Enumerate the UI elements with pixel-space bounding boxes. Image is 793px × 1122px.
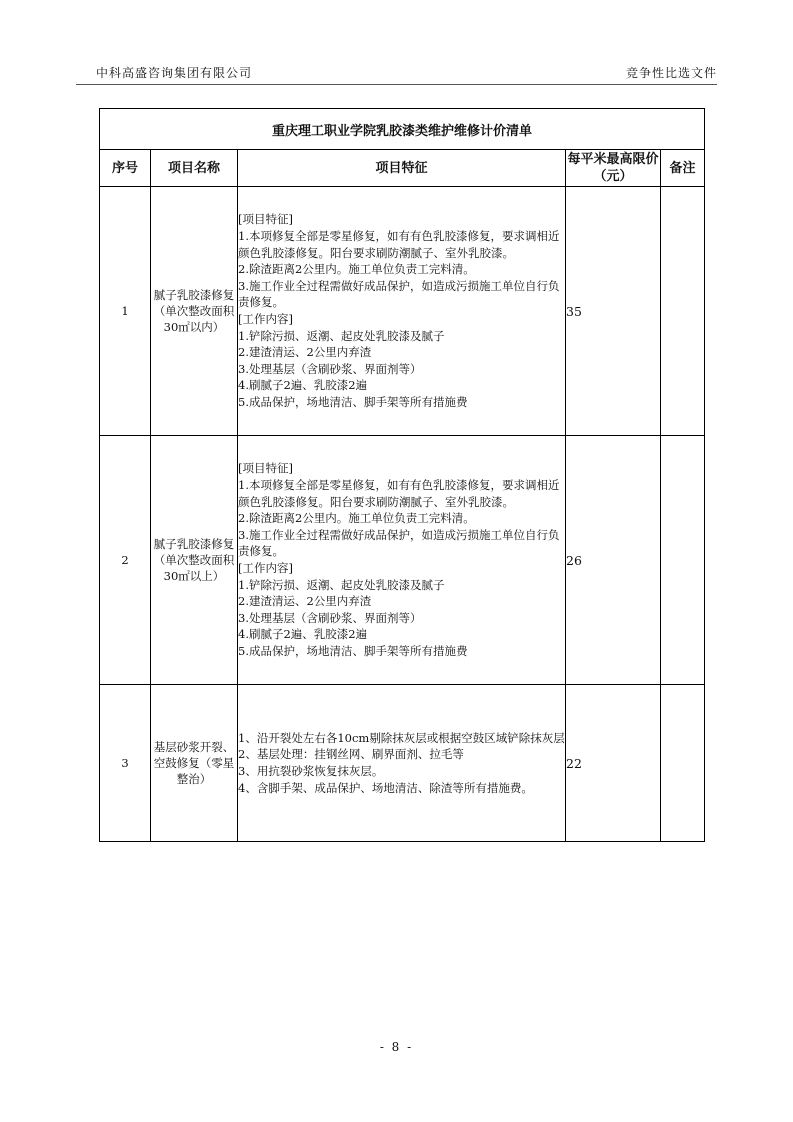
feature-line: 5.成品保护，场地清洁、脚手架等所有措施费 <box>238 394 468 409</box>
row-number: 2 <box>100 436 151 685</box>
col-header-price: 每平米最高限价（元） <box>566 150 661 187</box>
feature-line: 2.建渣清运、2公里内弃渣 <box>238 594 372 609</box>
feature-line: 2.除渣距离2公里内。施工单位负责工完料清。 <box>238 511 475 526</box>
feature-line: 4.刷腻子2遍、乳胶漆2遍 <box>238 627 368 642</box>
feature-line: 3.处理基层（含刷砂浆、界面剂等） <box>238 361 422 376</box>
feature-line: [项目特征] <box>238 461 293 476</box>
feature-line: 3.处理基层（含刷砂浆、界面剂等） <box>238 610 422 625</box>
feature-line: 4.刷腻子2遍、乳胶漆2遍 <box>238 378 368 393</box>
row-item-name: 基层砂浆开裂、空鼓修复（零星整治） <box>151 685 238 842</box>
feature-line: [工作内容] <box>238 312 293 326</box>
table-title: 重庆理工职业学院乳胶漆类维护维修计价清单 <box>100 109 705 150</box>
feature-line: 1.铲除污损、返潮、起皮处乳胶漆及腻子 <box>238 328 445 343</box>
feature-line: 3.施工作业全过程需做好成品保护，如造成污损施工单位自行负责修复。 <box>238 527 560 559</box>
price-list-table <box>99 108 705 842</box>
feature-line: [工作内容] <box>238 561 293 575</box>
row-item-name: 腻子乳胶漆修复（单次整改面积30㎡以上） <box>151 436 238 685</box>
col-header-features: 项目特征 <box>238 150 566 187</box>
row-price: 35 <box>566 187 661 436</box>
row-features <box>238 436 566 685</box>
row-remark <box>661 685 705 842</box>
col-header-remark: 备注 <box>661 150 705 187</box>
row-features <box>238 685 566 842</box>
row-remark <box>661 187 705 436</box>
feature-line: 3.施工作业全过程需做好成品保护，如造成污损施工单位自行负责修复。 <box>238 278 560 310</box>
feature-line: 1.铲除污损、返潮、起皮处乳胶漆及腻子 <box>238 577 445 592</box>
header-divider <box>76 84 717 85</box>
row-number: 3 <box>100 685 151 842</box>
feature-line: 1.本项修复全部是零星修复，如有有色乳胶漆修复，要求调相近颜色乳胶漆修复。阳台要求刷防潮腻子、室外乳胶漆。 <box>238 478 560 509</box>
feature-line: 2、基层处理：挂钢丝网、刷界面剂、拉毛等 <box>238 747 464 762</box>
table-row <box>100 187 705 436</box>
col-header-name: 项目名称 <box>151 150 238 187</box>
col-header-no: 序号 <box>100 150 151 187</box>
feature-line: 5.成品保护，场地清洁、脚手架等所有措施费 <box>238 643 468 658</box>
feature-line: 4、含脚手架、成品保护、场地清洁、除渣等所有措施费。 <box>238 780 533 795</box>
feature-line: [项目特征] <box>238 212 293 227</box>
row-price: 22 <box>566 685 661 842</box>
table-header-row <box>100 150 705 187</box>
feature-line: 1、沿开裂处左右各10cm剔除抹灰层或根据空鼓区域铲除抹灰层 <box>238 730 565 745</box>
header-company: 中科高盛咨询集团有限公司 <box>96 66 253 80</box>
row-features <box>238 187 566 436</box>
row-item-name: 腻子乳胶漆修复（单次整改面积30㎡以内） <box>151 187 238 436</box>
row-number: 1 <box>100 187 151 436</box>
feature-line: 1.本项修复全部是零星修复，如有有色乳胶漆修复，要求调相近颜色乳胶漆修复。阳台要求刷防潮腻子、室外乳胶漆。 <box>238 229 560 260</box>
row-remark <box>661 436 705 685</box>
feature-line: 2.建渣清运、2公里内弃渣 <box>238 345 372 360</box>
table-row <box>100 436 705 685</box>
row-price: 26 <box>566 436 661 685</box>
header-doc-type: 竞争性比选文件 <box>625 66 717 80</box>
page-number: - 8 - <box>379 1040 414 1054</box>
feature-line: 2.除渣距离2公里内。施工单位负责工完料清。 <box>238 262 475 277</box>
table-row <box>100 685 705 842</box>
feature-line: 3、用抗裂砂浆恢复抹灰层。 <box>238 764 384 778</box>
